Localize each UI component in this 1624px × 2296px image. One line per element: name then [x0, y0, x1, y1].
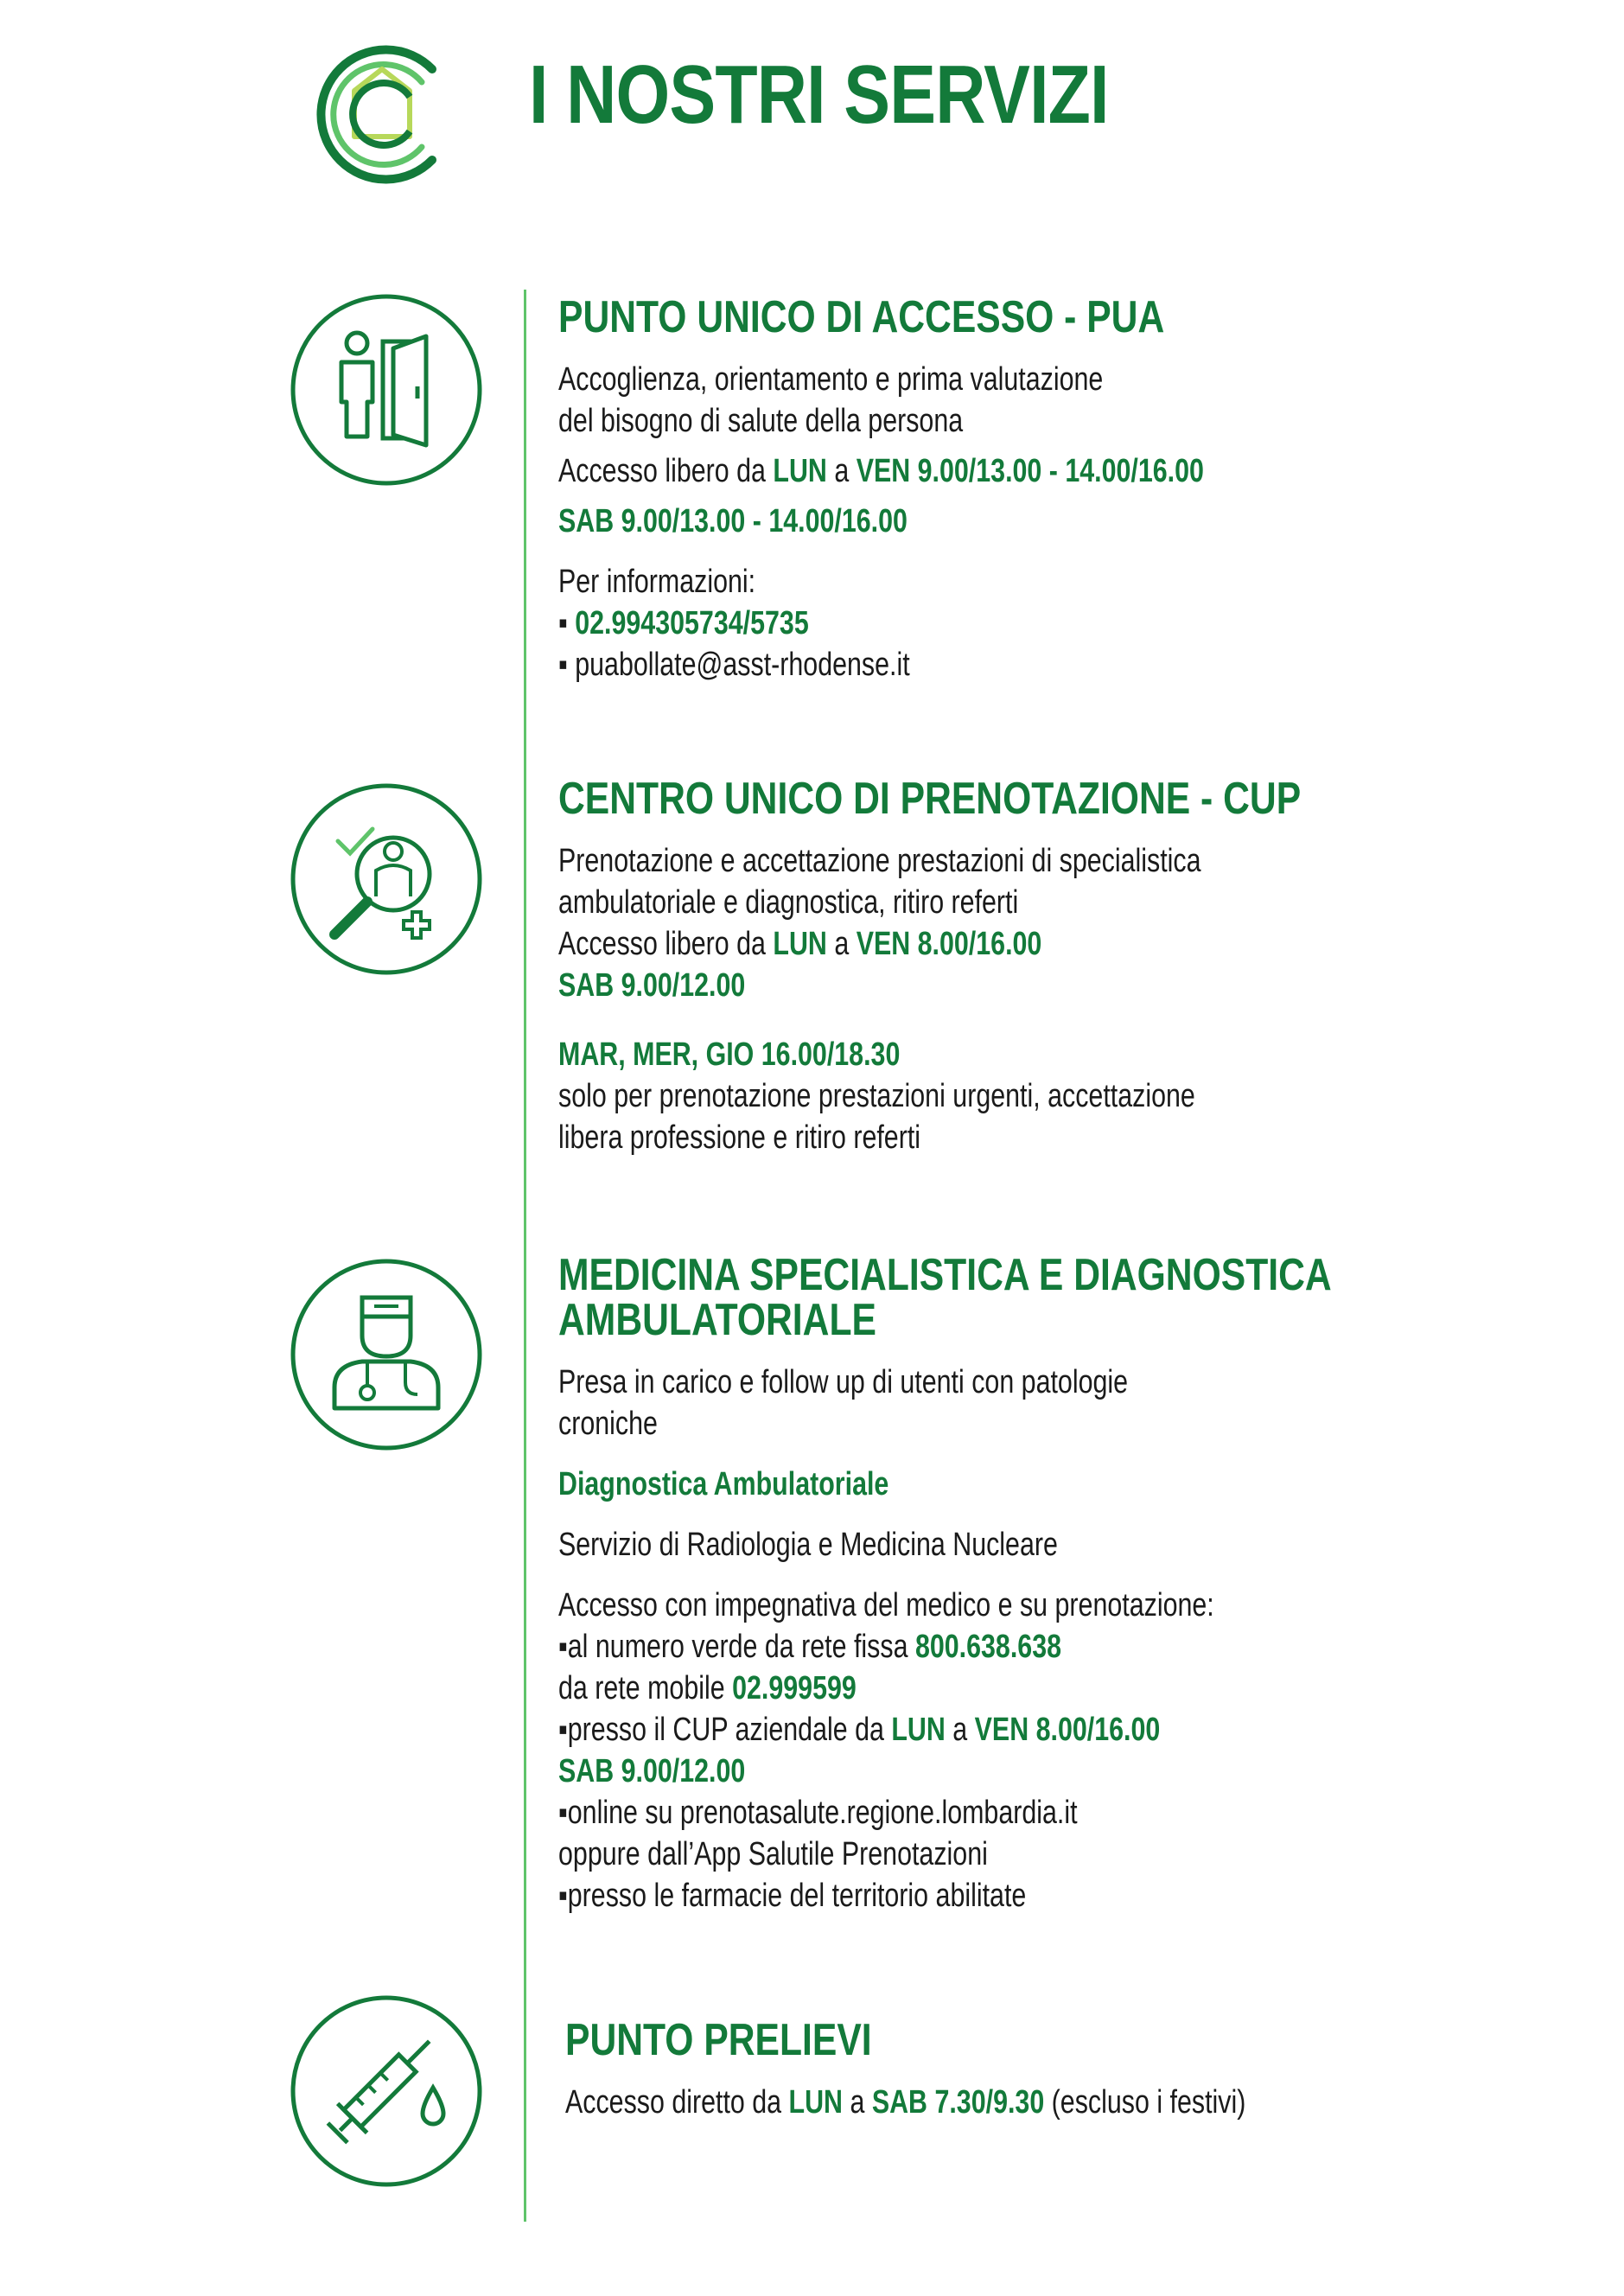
info-email: ▪ puabollate@asst-rhodense.it: [558, 647, 910, 683]
door-person-icon: [288, 291, 485, 488]
booking-app: oppure dall’App Salutile Prenotazioni: [558, 1836, 988, 1872]
section-description: ambulatoriale e diagnostica, ritiro referti: [558, 884, 1019, 921]
syringe-drop-icon: [288, 1993, 485, 2190]
access-hours: Accesso libero da LUN a VEN 9.00/13.00 - 14.00/16.00: [558, 453, 1204, 489]
section-description: Prenotazione e accettazione prestazioni di specialistica: [558, 843, 1201, 879]
page-title: I NOSTRI SERVIZI: [529, 48, 1109, 141]
saturday-hours: SAB 9.00/12.00: [558, 967, 746, 1004]
extra-hours: MAR, MER, GIO 16.00/18.30: [558, 1036, 901, 1073]
booking-phone: ▪al numero verde da rete fissa 800.638.638: [558, 1629, 1062, 1665]
info-label: Per informazioni:: [558, 564, 756, 600]
section-pua: [558, 292, 1319, 686]
booking-mobile: da rete mobile 02.999599: [558, 1670, 857, 1706]
extra-description: libera professione e ritiro referti: [558, 1119, 921, 1156]
section-description: croniche: [558, 1406, 658, 1442]
booking-pharmacy: ▪presso le farmacie del territorio abilitate: [558, 1878, 1027, 1914]
section-medicina: [558, 1250, 1332, 1917]
section-description: Presa in carico e follow up di utenti con patologie: [558, 1364, 1129, 1400]
access-intro: Accesso con impegnativa del medico e su prenotazione:: [558, 1587, 1214, 1623]
info-phone: ▪ 02.994305734/5735: [558, 605, 809, 641]
booking-cup: ▪presso il CUP aziendale da LUN a VEN 8.00/16.00: [558, 1712, 1161, 1748]
section-cup: [558, 776, 1319, 1158]
doctor-icon: [288, 1256, 485, 1453]
access-hours: Accesso diretto da LUN a SAB 7.30/9.30 (escluso i festivi): [565, 2084, 1246, 2121]
section-title: CENTRO UNICO DI PRENOTAZIONE - CUP: [558, 774, 1302, 824]
service-name: Servizio di Radiologia e Medicina Nucleare: [558, 1527, 1058, 1563]
section-title: MEDICINA SPECIALISTICA E DIAGNOSTICA: [558, 1250, 1332, 1300]
section-title: AMBULATORIALE: [558, 1295, 876, 1345]
section-description: del bisogno di salute della persona: [558, 403, 964, 439]
divider-line: [524, 290, 526, 2222]
section-title: PUNTO UNICO DI ACCESSO - PUA: [558, 292, 1165, 342]
patient-search-icon: [288, 781, 485, 978]
extra-description: solo per prenotazione prestazioni urgenti, accettazione: [558, 1078, 1195, 1114]
section-description: Accoglienza, orientamento e prima valutazione: [558, 361, 1104, 398]
booking-online: ▪online su prenotasalute.regione.lombardia.it: [558, 1795, 1078, 1831]
access-hours: Accesso libero da LUN a VEN 8.00/16.00: [558, 926, 1042, 962]
section-prelievi: [565, 2015, 1326, 2123]
subheading: Diagnostica Ambulatoriale: [558, 1466, 889, 1502]
section-title: PUNTO PRELIEVI: [565, 2015, 872, 2065]
booking-cup-saturday: SAB 9.00/12.00: [558, 1753, 746, 1789]
saturday-hours: SAB 9.00/13.00 - 14.00/16.00: [558, 503, 908, 539]
logo: [303, 35, 462, 195]
